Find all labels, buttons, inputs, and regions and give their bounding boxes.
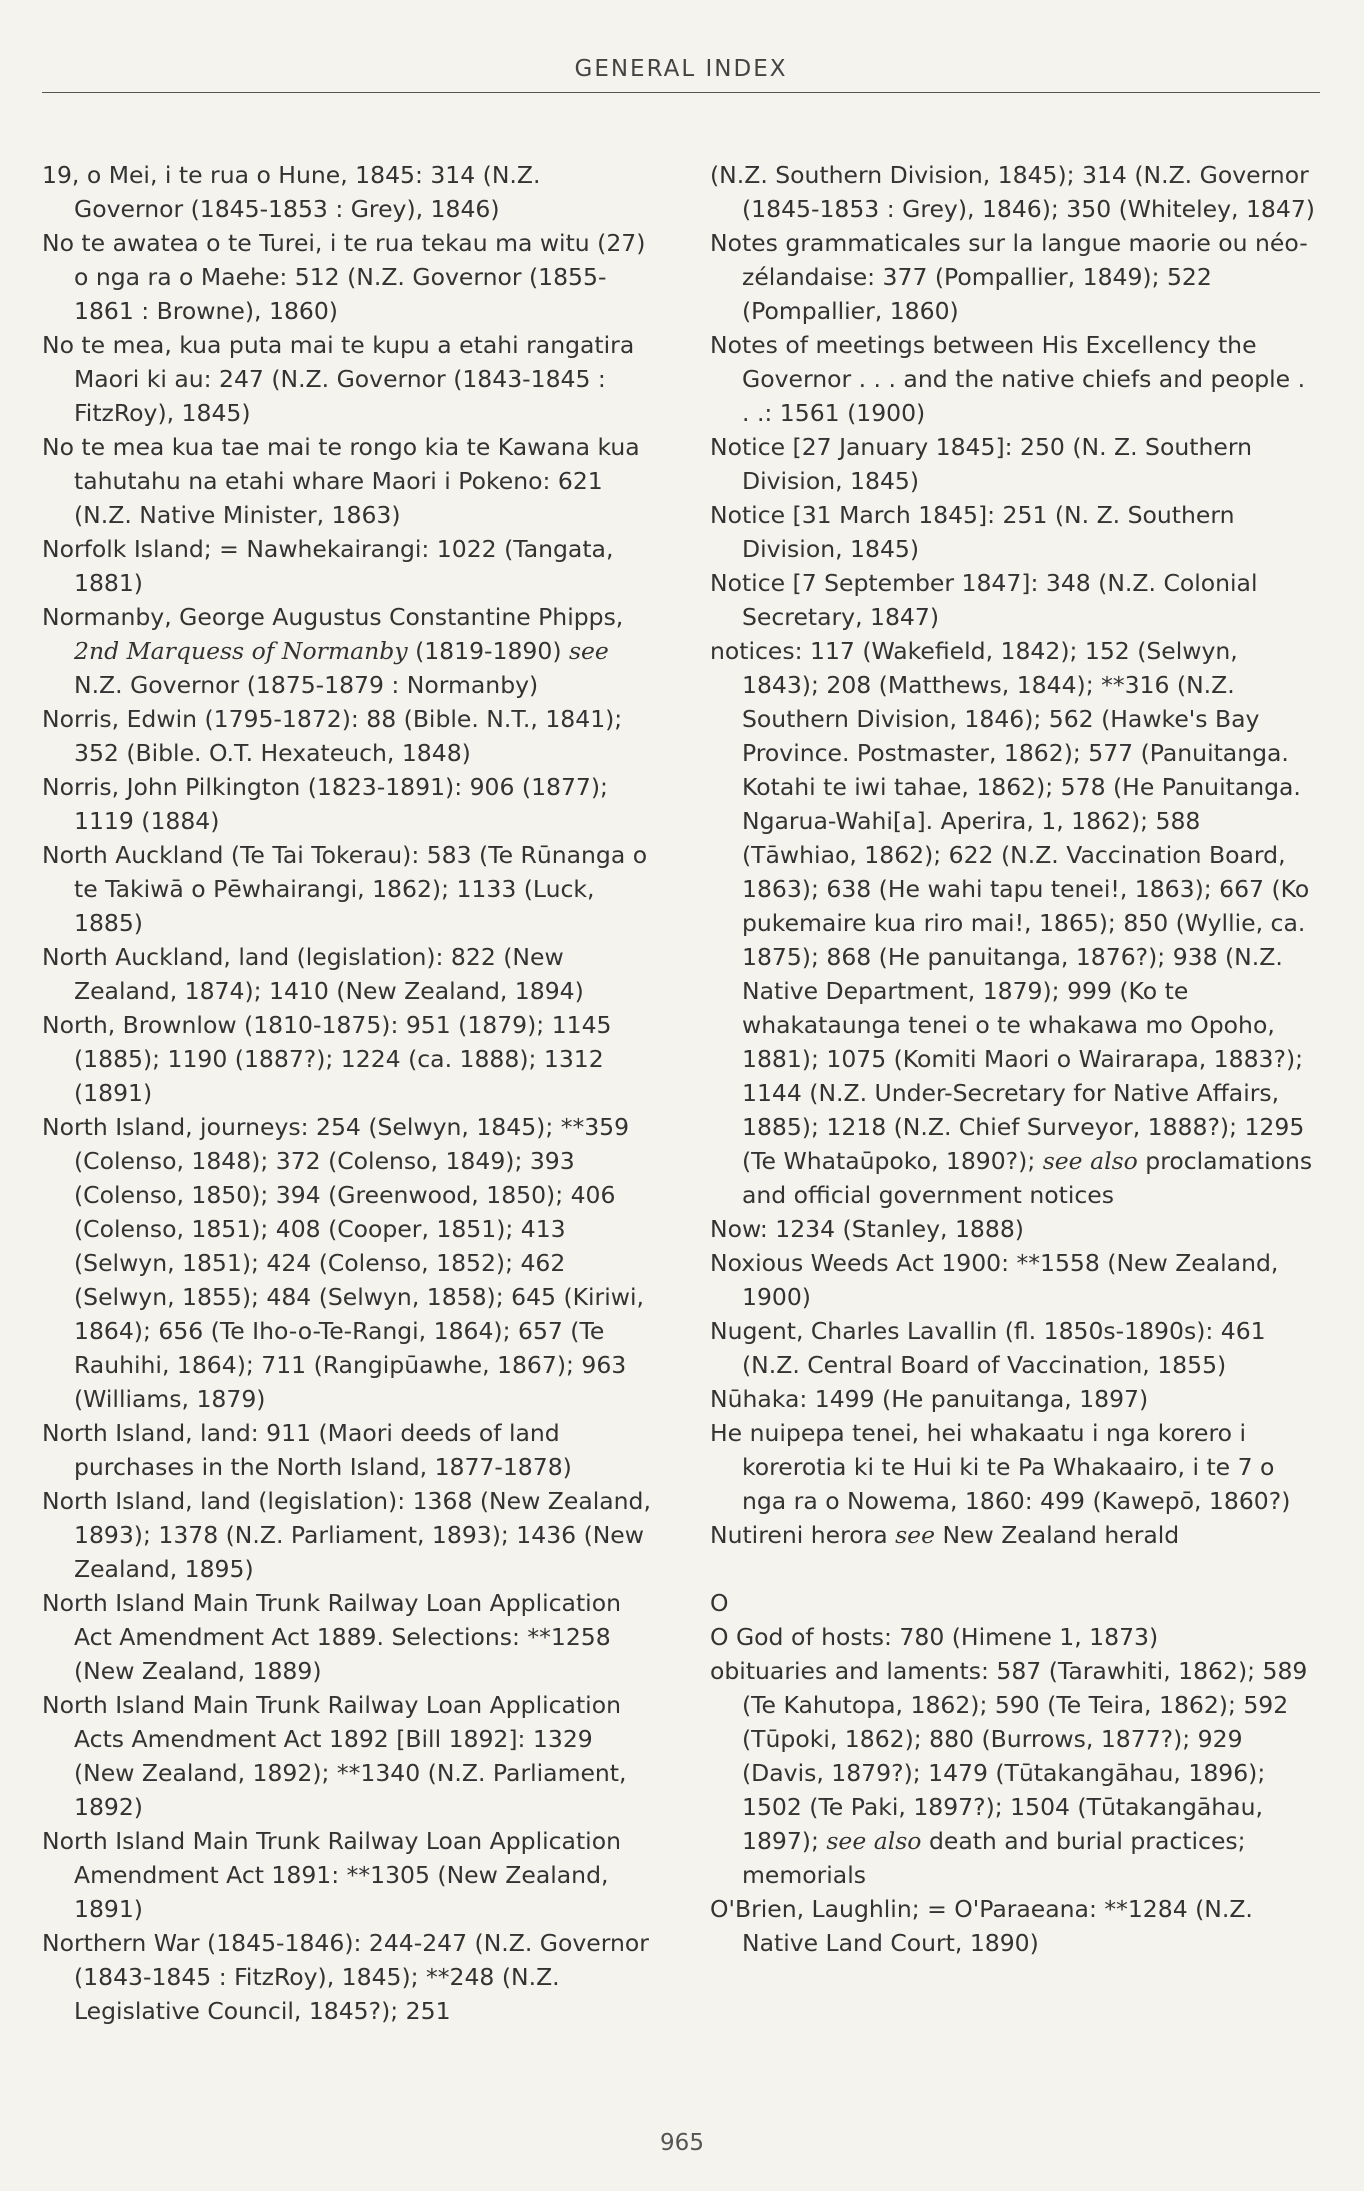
index-entry: Notice [7 September 1847]: 348 (N.Z. Colonial Secretary, 1847) — [710, 569, 1258, 631]
index-entry: North Island, land (legislation): 1368 (New Zealand, 1893); 1378 (N.Z. Parliament, 1893); 1436 (New Zealand, 1895) — [42, 1487, 651, 1583]
page-number: 965 — [660, 2130, 704, 2156]
index-entry: (N.Z. Southern Division, 1845); 314 (N.Z. Governor (1845-1853 : Grey), 1846); 350 (Whiteley, 1847) — [710, 161, 1315, 223]
index-entry: North Island Main Trunk Railway Loan Application Act Amendment Act 1889. Selections: **1258 (New Zealand, 1889) — [42, 1589, 621, 1685]
index-entry: North Auckland (Te Tai Tokerau): 583 (Te Rūnanga o te Takiwā o Pēwhairangi, 1862); 1133 (Luck, 1885) — [42, 841, 648, 937]
index-entry: 19, o Mei, i te rua o Hune, 1845: 314 (N.Z. Governor (1845-1853 : Grey), 1846) — [42, 161, 541, 223]
index-entry: North Auckland, land (legislation): 822 (New Zealand, 1874); 1410 (New Zealand, 1894) — [42, 943, 584, 1005]
index-column-left — [42, 158, 652, 2028]
index-entry: Norris, Edwin (1795-1872): 88 (Bible. N.T., 1841); 352 (Bible. O.T. Hexateuch, 1848) — [42, 705, 623, 767]
index-entry: Notice [31 March 1845]: 251 (N. Z. Southern Division, 1845) — [710, 501, 1235, 563]
index-entry: Norfolk Island; = Nawhekairangi: 1022 (Tangata, 1881) — [42, 535, 614, 597]
index-entry: notices: 117 (Wakefield, 1842); 152 (Selwyn, 1843); 208 (Matthews, 1844); **316 (N.Z. Southern Division, 1846); 562 (Hawke's Bay Province. Postmaster, 1862); 577 (Panuitanga. Kotahi te iwi tahae, 1862); 578 (He Panuitanga. Ngarua-Wahi[a]. Aperira, 1, 1862); 588 (Tāwhiao, 1862); 622 (N.Z. Vaccination Board, 1863); 638 (He wahi tapu tenei!, 1863); 667 (Ko pukemaire kua riro mai!, 1865); 850 (Wyllie, ca. 1875); 868 (He panuitanga, 1876?); 938 (N.Z. Native Department, 1879); 999 (Ko te whakataunga tenei o te whakawa mo Opoho, 1881); 1075 (Komiti Maori o Wairarapa, 1883?); 1144 (N.Z. Under-Secretary for Native Affairs, 1885); 1218 (N.Z. Chief Surveyor, 1888?); 1295 (Te Whataūpoko, 1890?); see also proclamations and official government notices — [710, 637, 1313, 1209]
index-entry: Northern War (1845-1846): 244-247 (N.Z. Governor (1843-1845 : FitzRoy), 1845); **248 (N.Z. Legislative Council, 1845?); 251 — [42, 1929, 649, 2025]
section-letter: O — [710, 1589, 729, 1617]
index-entry: No te mea, kua puta mai te kupu a etahi rangatira Maori ki au: 247 (N.Z. Governor (1843-1845 : FitzRoy), 1845) — [42, 331, 635, 427]
header-rule — [42, 92, 1320, 93]
index-entry: Nugent, Charles Lavallin (fl. 1850s-1890s): 461 (N.Z. Central Board of Vaccination, 1855) — [710, 1317, 1266, 1379]
index-entry: Nutireni herora see New Zealand herald — [710, 1521, 1180, 1549]
index-entry: O God of hosts: 780 (Himene 1, 1873) — [710, 1623, 1159, 1651]
index-entry: Norris, John Pilkington (1823-1891): 906 (1877); 1119 (1884) — [42, 773, 608, 835]
index-entry: Noxious Weeds Act 1900: **1558 (New Zealand, 1900) — [710, 1249, 1279, 1311]
index-entry: North, Brownlow (1810-1875): 951 (1879); 1145 (1885); 1190 (1887?); 1224 (ca. 1888); 1312 (1891) — [42, 1011, 612, 1107]
index-column-right — [710, 158, 1320, 1960]
index-entry: Notes grammaticales sur la langue maorie ou néo-zélandaise: 377 (Pompallier, 1849); 522 (Pompallier, 1860) — [710, 229, 1308, 325]
index-entry: No te mea kua tae mai te rongo kia te Kawana kua tahutahu na etahi whare Maori i Pokeno: 621 (N.Z. Native Minister, 1863) — [42, 433, 640, 529]
index-entry: No te awatea o te Turei, i te rua tekau ma witu (27) o nga ra o Maehe: 512 (N.Z. Governor (1855-1861 : Browne), 1860) — [42, 229, 646, 325]
index-entry: Now: 1234 (Stanley, 1888) — [710, 1215, 1024, 1243]
index-entry: obituaries and laments: 587 (Tarawhiti, 1862); 589 (Te Kahutopa, 1862); 590 (Te Teira, 1862); 592 (Tūpoki, 1862); 880 (Burrows, 1877?); 929 (Davis, 1879?); 1479 (Tūtakangāhau, 1896); 1502 (Te Paki, 1897?); 1504 (Tūtakangāhau, 1897); see also death and burial practices; memorials — [710, 1657, 1308, 1889]
index-entry: O'Brien, Laughlin; = O'Paraeana: **1284 (N.Z. Native Land Court, 1890) — [710, 1895, 1253, 1957]
index-entry: He nuipepa tenei, hei whakaatu i nga korero i korerotia ki te Hui ki te Pa Whakaairo, i te 7 o nga ra o Nowema, 1860: 499 (Kawepō, 1860?) — [710, 1419, 1291, 1515]
index-entry: Notice [27 January 1845]: 250 (N. Z. Southern Division, 1845) — [710, 433, 1252, 495]
index-entry: North Island Main Trunk Railway Loan Application Acts Amendment Act 1892 [Bill 1892]: 1329 (New Zealand, 1892); **1340 (N.Z. Parliament, 1892) — [42, 1691, 627, 1821]
running-header: GENERAL INDEX — [574, 56, 788, 82]
index-entry: North Island, journeys: 254 (Selwyn, 1845); **359 (Colenso, 1848); 372 (Colenso, 1849); 393 (Colenso, 1850); 394 (Greenwood, 1850); 406 (Colenso, 1851); 408 (Cooper, 1851); 413 (Selwyn, 1851); 424 (Colenso, 1852); 462 (Selwyn, 1855); 484 (Selwyn, 1858); 645 (Kiriwi, 1864); 656 (Te Iho-o-Te-Rangi, 1864); 657 (Te Rauhihi, 1864); 711 (Rangipūawhe, 1867); 963 (Williams, 1879) — [42, 1113, 644, 1413]
index-entry: North Island Main Trunk Railway Loan Application Amendment Act 1891: **1305 (New Zealand, 1891) — [42, 1827, 621, 1923]
index-entry: Normanby, George Augustus Constantine Phipps, 2nd Marquess of Normanby (1819-1890) see N.Z. Governor (1875-1879 : Normanby) — [42, 603, 624, 699]
index-entry: North Island, land: 911 (Maori deeds of land purchases in the North Island, 1877-1878) — [42, 1419, 572, 1481]
index-entry: Notes of meetings between His Excellency the Governor . . . and the native chiefs and people . . .: 1561 (1900) — [710, 331, 1306, 427]
index-entry: Nūhaka: 1499 (He panuitanga, 1897) — [710, 1385, 1149, 1413]
